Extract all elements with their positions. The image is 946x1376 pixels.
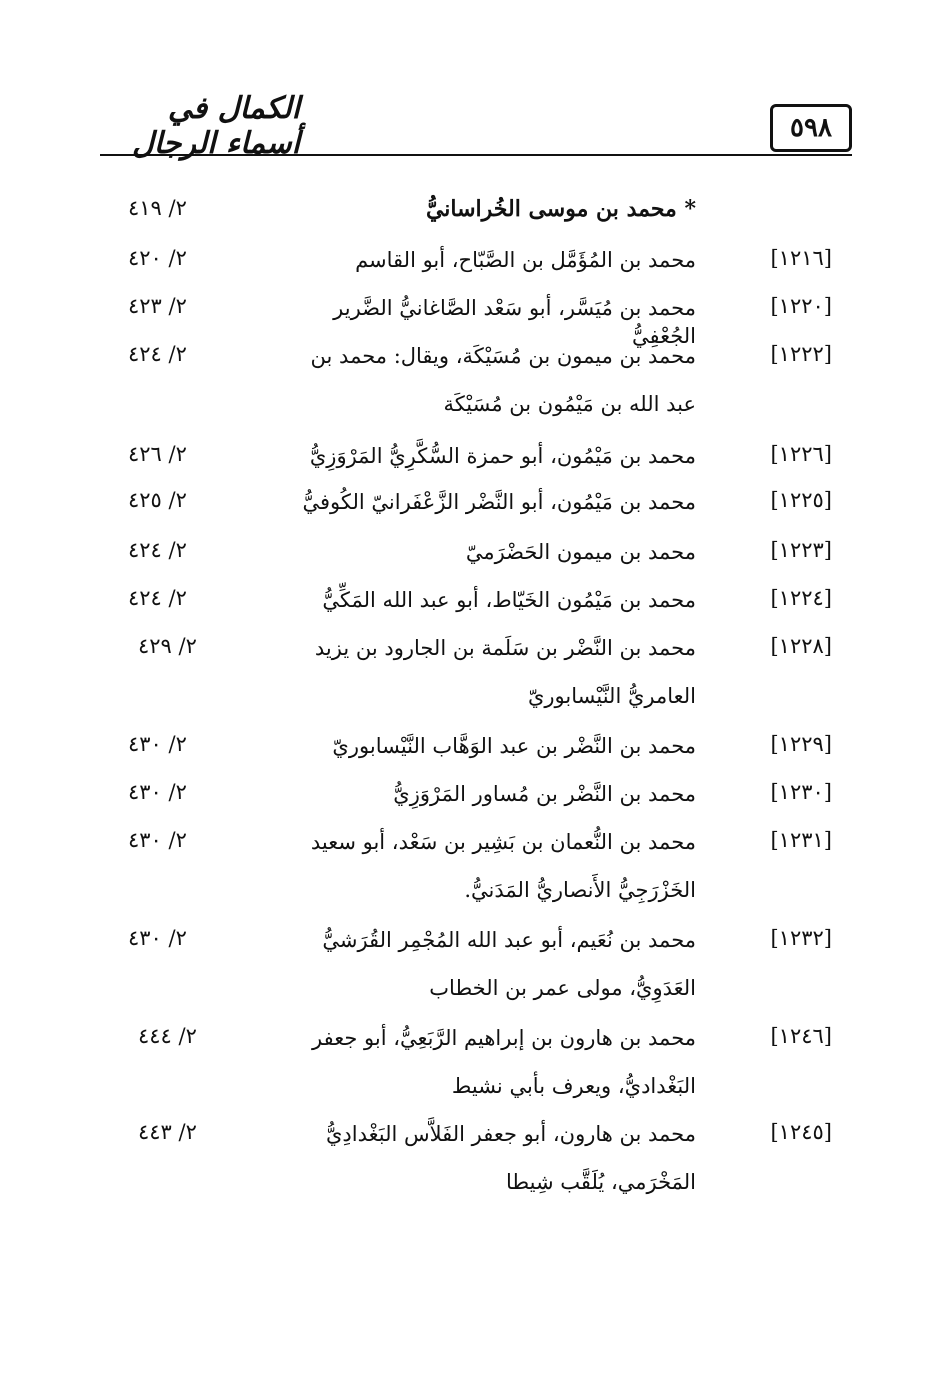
page-number: ٥٩٨ — [770, 104, 852, 152]
entry-row — [0, 332, 946, 428]
entry-ref: ٢/ ٤٣٠ — [128, 732, 187, 756]
entry-number: [١٢٣١] — [770, 828, 832, 852]
page-header — [100, 91, 852, 161]
entry-ref: ٢/ ٤٢٦ — [128, 442, 187, 466]
entry-row — [0, 1110, 946, 1206]
section-heading: * محمد بن موسى الخُراسانيُّ — [425, 196, 696, 222]
entry-name: محمد بن النَّضْر بن عبد الوَهَّاب النَّيْسابوريّ — [332, 734, 696, 758]
entry-row — [0, 538, 946, 578]
entry-ref: ٢/ ٤٢٤ — [128, 586, 187, 610]
entry-number: [١٢٢٢] — [770, 342, 832, 366]
entry-name: محمد بن المُؤَمَّل بن الصَّبّاح، أبو القاسم — [355, 248, 696, 272]
entry-number: [١٢١٦] — [770, 246, 832, 270]
entry-row — [0, 916, 946, 1012]
book-title-calligraphy: الكمال في أسماء الرجال — [131, 91, 300, 161]
entry-row — [0, 246, 946, 286]
section-ref: ٢/ ٤١٩ — [128, 196, 187, 220]
entry-number: [١٢٤٦] — [770, 1024, 832, 1048]
entry-ref: ٢/ ٤٣٠ — [128, 780, 187, 804]
entry-name: محمد بن هارون، أبو جعفر الفَلاَّس البَغْدادِيُّ المَخْرَمي، يُلَقَّب شِيطا — [325, 1122, 696, 1194]
entry-ref: ٢/ ٤٢٩ — [138, 634, 197, 658]
entry-number: [١٢٤٥] — [770, 1120, 832, 1144]
entry-number: [١٢٢٥] — [770, 488, 832, 512]
entry-row — [0, 488, 946, 528]
entry-row — [0, 818, 946, 914]
entry-number: [١٢٢٩] — [770, 732, 832, 756]
entry-number: [١٢٢٦] — [770, 442, 832, 466]
entry-number: [١٢٢٣] — [770, 538, 832, 562]
entry-name: محمد بن مَيْمُون، أبو النَّضْر الزَّعْفَرانيّ الكُوفيُّ — [302, 490, 696, 514]
section-row — [0, 196, 946, 236]
entry-ref: ٢/ ٤٢٥ — [128, 488, 187, 512]
entry-name: محمد بن هارون بن إبراهيم الرَّبَعِيُّ، أبو جعفر البَغْداديُّ، ويعرف بأبي نشيط — [312, 1026, 696, 1098]
entry-name: محمد بن مَيْمُون، أبو حمزة السُّكَّرِيُّ المَرْوَزِيُّ — [309, 444, 696, 468]
entry-row — [0, 624, 946, 720]
entry-ref: ٢/ ٤٢٠ — [128, 246, 187, 270]
entry-number: [١٢٣٢] — [770, 926, 832, 950]
entry-ref: ٢/ ٤٢٤ — [128, 538, 187, 562]
header-rule — [100, 154, 852, 156]
entry-row — [0, 732, 946, 772]
entry-ref: ٢/ ٤٤٣ — [138, 1120, 197, 1144]
entry-name: محمد بن النَّضْر بن سَلَمة بن الجارود بن يزيد العامريُّ النَّيْسابوريّ — [314, 636, 696, 708]
entry-name: محمد بن النَّضْر بن مُساور المَرْوَزِيُّ — [393, 782, 696, 806]
entry-number: [١٢٢٨] — [770, 634, 832, 658]
entry-ref: ٢/ ٤٢٣ — [128, 294, 187, 318]
entry-row — [0, 1014, 946, 1110]
entry-row — [0, 780, 946, 820]
entry-name: محمد بن مُيَسَّر، أبو سَعْد الصَّاغانيُّ الضَّرير الجُعْفِيُّ — [333, 296, 696, 348]
entry-name: محمد بن النُّعمان بن بَشِير بن سَعْد، أبو سعيد الخَزْرَجِيُّ الأَنصاريُّ المَدَنيُّ. — [310, 830, 696, 902]
entry-ref: ٢/ ٤٣٠ — [128, 828, 187, 852]
entry-number: [١٢٢٤] — [770, 586, 832, 610]
entry-ref: ٢/ ٤٣٠ — [128, 926, 187, 950]
entry-ref: ٢/ ٤٢٤ — [128, 342, 187, 366]
entry-row — [0, 294, 946, 348]
entry-number: [١٢٢٠] — [770, 294, 832, 318]
entry-number: [١٢٣٠] — [770, 780, 832, 804]
entry-row — [0, 586, 946, 626]
entry-name: محمد بن ميمون الحَضْرَميّ — [465, 540, 696, 564]
entry-name: محمد بن نُعَيم، أبو عبد الله المُجْمِر القُرَشيُّ العَدَوِيُّ، مولى عمر بن الخطاب — [322, 928, 696, 1000]
entry-name: محمد بن مَيْمُون الخَيّاط، أبو عبد الله المَكِّيُّ — [322, 588, 696, 612]
entry-name: محمد بن ميمون بن مُسَيْكَة، ويقال: محمد بن عبد الله بن مَيْمُون بن مُسَيْكَة — [310, 344, 696, 416]
entry-row — [0, 442, 946, 482]
entry-ref: ٢/ ٤٤٤ — [138, 1024, 197, 1048]
